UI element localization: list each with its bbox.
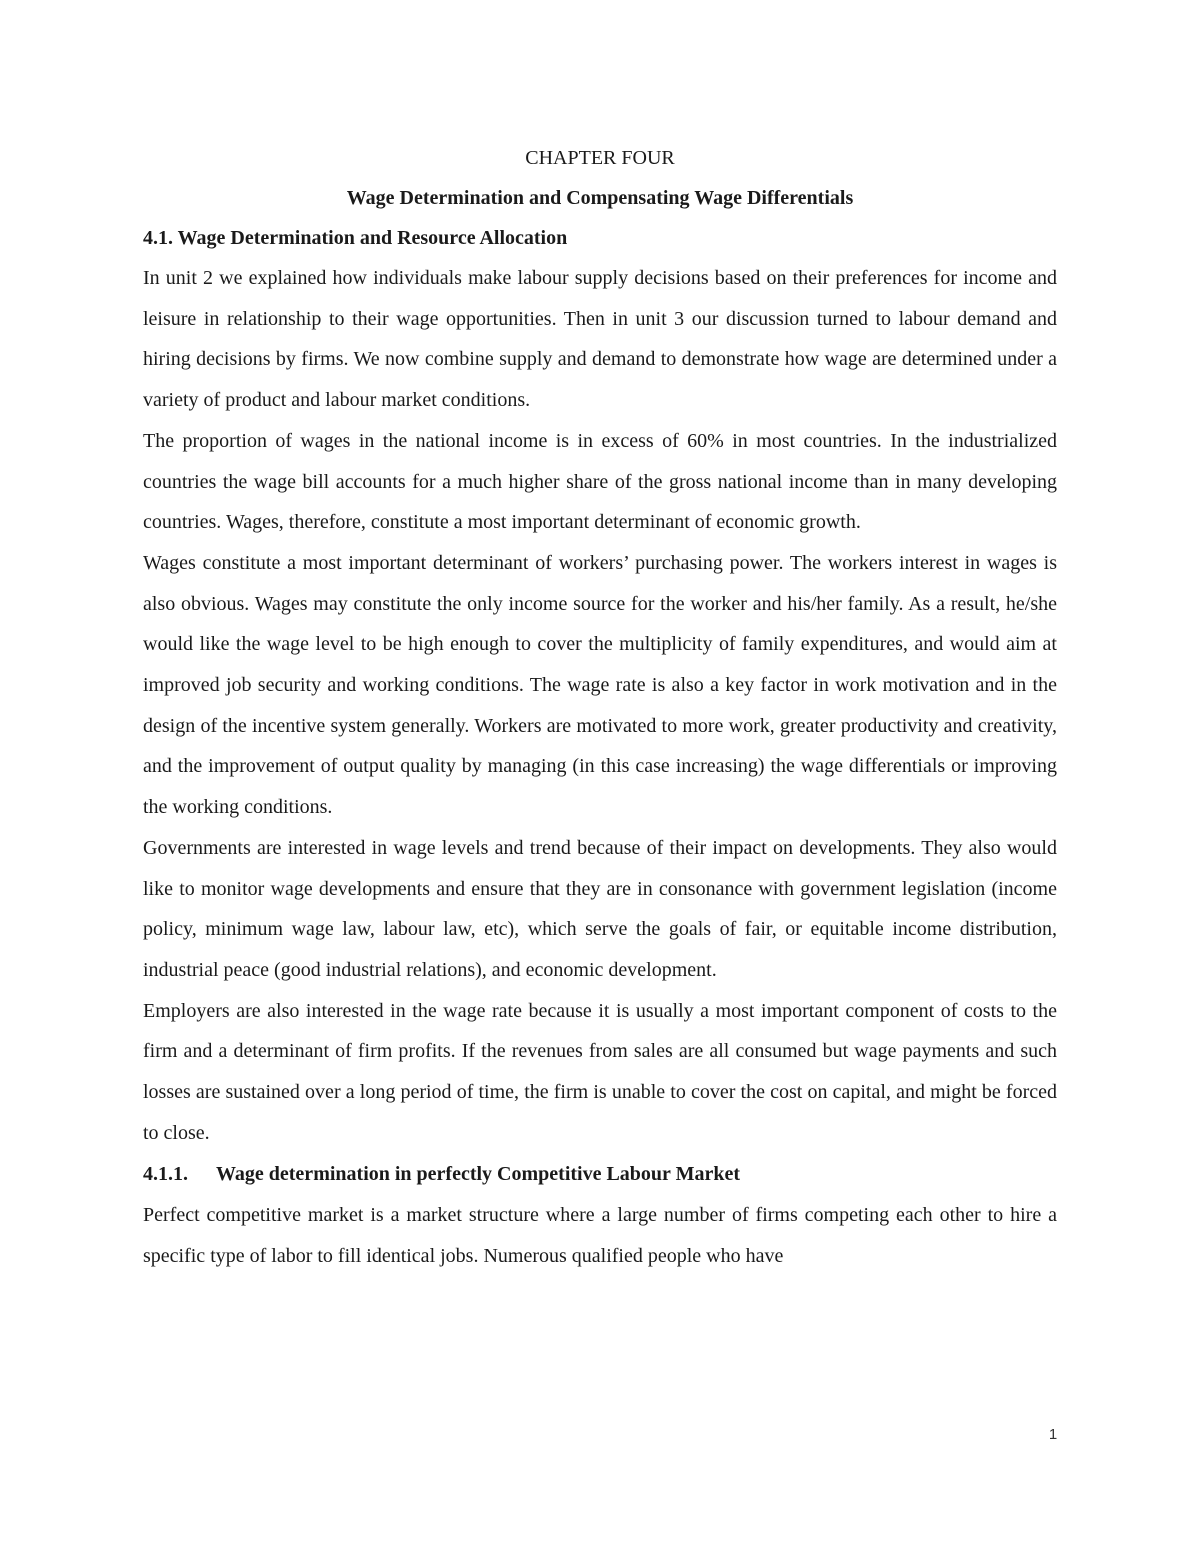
paragraph: Wages constitute a most important determinant of workers’ purchasing power. The workers interest in wages is also obvious. Wages may constitute the only income source for the worker and his/her family. As a result, he/she would like the wage level to be high enough to cover the multiplicity of family expenditures, and would aim at improved job security and working conditions. The wage rate is also a key factor in work motivation and in the design of the incentive system generally. Workers are motivated to more work, greater productivity and creativity, and the improvement of output quality by managing (in this case increasing) the wage differentials or improving the working conditions. [143,551,1057,819]
chapter-subtitle: Wage Determination and Compensating Wage Differentials [346,187,854,209]
page-content [143,138,1057,1277]
section-heading-4-1: 4.1. Wage Determination and Resource Allocation [143,227,568,249]
section-heading-4-1-1 [143,1153,1057,1195]
section-number: 4.1.1. [143,1163,188,1186]
paragraph: Perfect competitive market is a market structure where a large number of firms competing each other to hire a specific type of labor to fill identical jobs. Numerous qualified people who have [143,1204,1057,1268]
paragraph: Employers are also interested in the wage rate because it is usually a most important component of costs to the firm and a determinant of firm profits. If the revenues from sales are all consumed but wage payments and such losses are sustained over a long period of time, the firm is unable to cover the cost on capital, and might be forced to close. [143,999,1057,1144]
paragraph: Governments are interested in wage levels and trend because of their impact on developments. They also would like to monitor wage developments and ensure that they are in consonance with government legislation (income policy, minimum wage law, labour law, etc), which serve the goals of fair, or equitable income distribution, industrial peace (good industrial relations), and economic development. [143,836,1057,981]
chapter-title: CHAPTER FOUR [525,147,675,169]
page-number: 1 [1048,1426,1058,1443]
paragraph: The proportion of wages in the national income is in excess of 60% in most countries. In the industrialized countries the wage bill accounts for a much higher share of the gross national income than in many developing countries. Wages, therefore, constitute a most important determinant of economic growth. [143,429,1057,534]
paragraph: In unit 2 we explained how individuals make labour supply decisions based on their preferences for income and leisure in relationship to their wage opportunities. Then in unit 3 our discussion turned to labour demand and hiring decisions by firms. We now combine supply and demand to demonstrate how wage are determined under a variety of product and labour market conditions. [143,267,1057,412]
section-title: Wage determination in perfectly Competitive Labour Market [216,1163,740,1186]
